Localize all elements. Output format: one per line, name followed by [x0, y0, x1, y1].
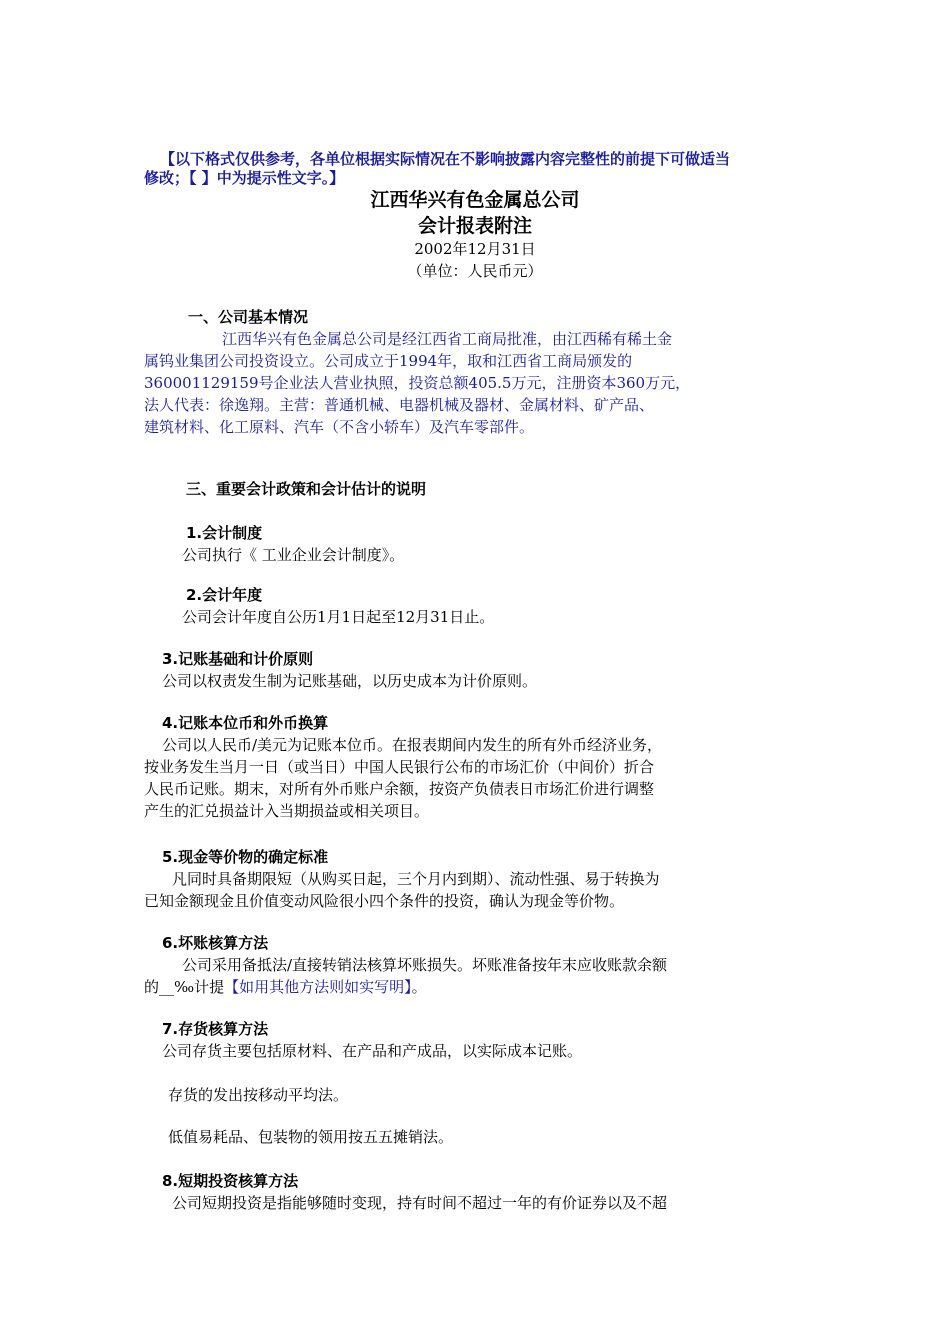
item-3-text: 公司以权责发生制为记账基础，以历史成本为计价原则。 — [162, 672, 538, 690]
section-1-line: 属钨业集团公司投资设立。公司成立于1994年，取和江西省工商局颁发的 — [144, 352, 633, 370]
item-4-line: 产生的汇兑损益计入当期损益或相关项目。 — [144, 802, 430, 820]
item-4-line: 人民币记账。期末，对所有外币账户余额，按资产负债表日市场汇价进行调整 — [144, 780, 655, 798]
format-note — [144, 150, 824, 188]
item-6-heading: 6.坏账核算方法 — [162, 934, 269, 952]
item-4-heading: 4.记账本位币和外币换算 — [162, 714, 329, 732]
section-3-heading: 三、重要会计政策和会计估计的说明 — [186, 480, 427, 498]
item-6-line: 公司采用备抵法/直接转销法核算坏账损失。坏账准备按年末应收账款余额 — [182, 956, 668, 974]
item-6-line-2-start: 的__‰计提 — [144, 978, 225, 996]
item-4-line: 公司以人民币/美元为记账本位币。在报表期间内发生的所有外币经济业务， — [162, 736, 663, 754]
item-7-text: 低值易耗品、包装物的领用按五五摊销法。 — [168, 1128, 454, 1146]
item-1-heading: 1.会计制度 — [186, 524, 263, 542]
section-1-heading: 一、公司基本情况 — [188, 308, 309, 326]
item-4-body — [144, 734, 662, 822]
item-2-text: 公司会计年度自公历1月1日起至12月31日止。 — [182, 608, 495, 626]
company-name: 江西华兴有色金属总公司 — [370, 189, 580, 211]
item-5-line: 凡同时具备期限短（从购买日起，三个月内到期）、流动性强、易于转换为 — [172, 870, 660, 888]
item-7-text: 存货的发出按移动平均法。 — [168, 1086, 349, 1104]
section-1-line: 江西华兴有色金属总公司是经江西省工商局批准，由江西稀有稀土金 — [222, 330, 673, 348]
item-7-heading: 7.存货核算方法 — [162, 1020, 269, 1038]
section-1-line: 法人代表：徐逸翔。主营：普通机械、电器机械及器材、金属材料、矿产品、 — [144, 396, 655, 414]
item-8-heading: 8.短期投资核算方法 — [162, 1172, 299, 1190]
section-1-line: 360001129159号企业法人营业执照，投资总额405.5万元，注册资本360万元， — [144, 374, 691, 392]
item-8-text: 公司短期投资是指能够随时变现，持有时间不超过一年的有价证券以及不超 — [172, 1194, 668, 1212]
item-6-line-2-end: 。 — [411, 978, 427, 996]
format-note-line-2: 修改；【 】中为提示性文字。】 — [144, 169, 345, 187]
item-6-body — [144, 954, 667, 998]
item-6-line-2 — [144, 976, 667, 998]
item-5-heading: 5.现金等价物的确定标准 — [162, 848, 329, 866]
report-title: 会计报表附注 — [417, 215, 532, 237]
section-1-body — [144, 328, 690, 438]
currency-unit: （单位：人民币元） — [407, 262, 543, 280]
item-6-hint: 【如用其他方法则如实写明】 — [224, 978, 412, 996]
format-note-line-1: 【以下格式仅供参考，各单位根据实际情况在不影响披露内容完整性的前提下可做适当 — [160, 150, 731, 168]
item-3-heading: 3.记账基础和计价原则 — [162, 650, 314, 668]
item-4-line: 按业务发生当月一日（或当日）中国人民银行公布的市场汇价（中间价）折合 — [144, 758, 655, 776]
item-7-text: 公司存货主要包括原材料、在产品和产成品，以实际成本记账。 — [162, 1042, 583, 1060]
report-date: 2002年12月31日 — [414, 240, 536, 258]
item-5-body — [144, 868, 660, 912]
item-1-text: 公司执行《 工业企业会计制度》。 — [182, 546, 405, 564]
section-1-line: 建筑材料、化工原料、汽车（不含小轿车）及汽车零部件。 — [144, 418, 535, 436]
item-5-line: 已知金额现金且价值变动风险很小四个条件的投资，确认为现金等价物。 — [144, 892, 625, 910]
item-2-heading: 2.会计年度 — [186, 586, 263, 604]
